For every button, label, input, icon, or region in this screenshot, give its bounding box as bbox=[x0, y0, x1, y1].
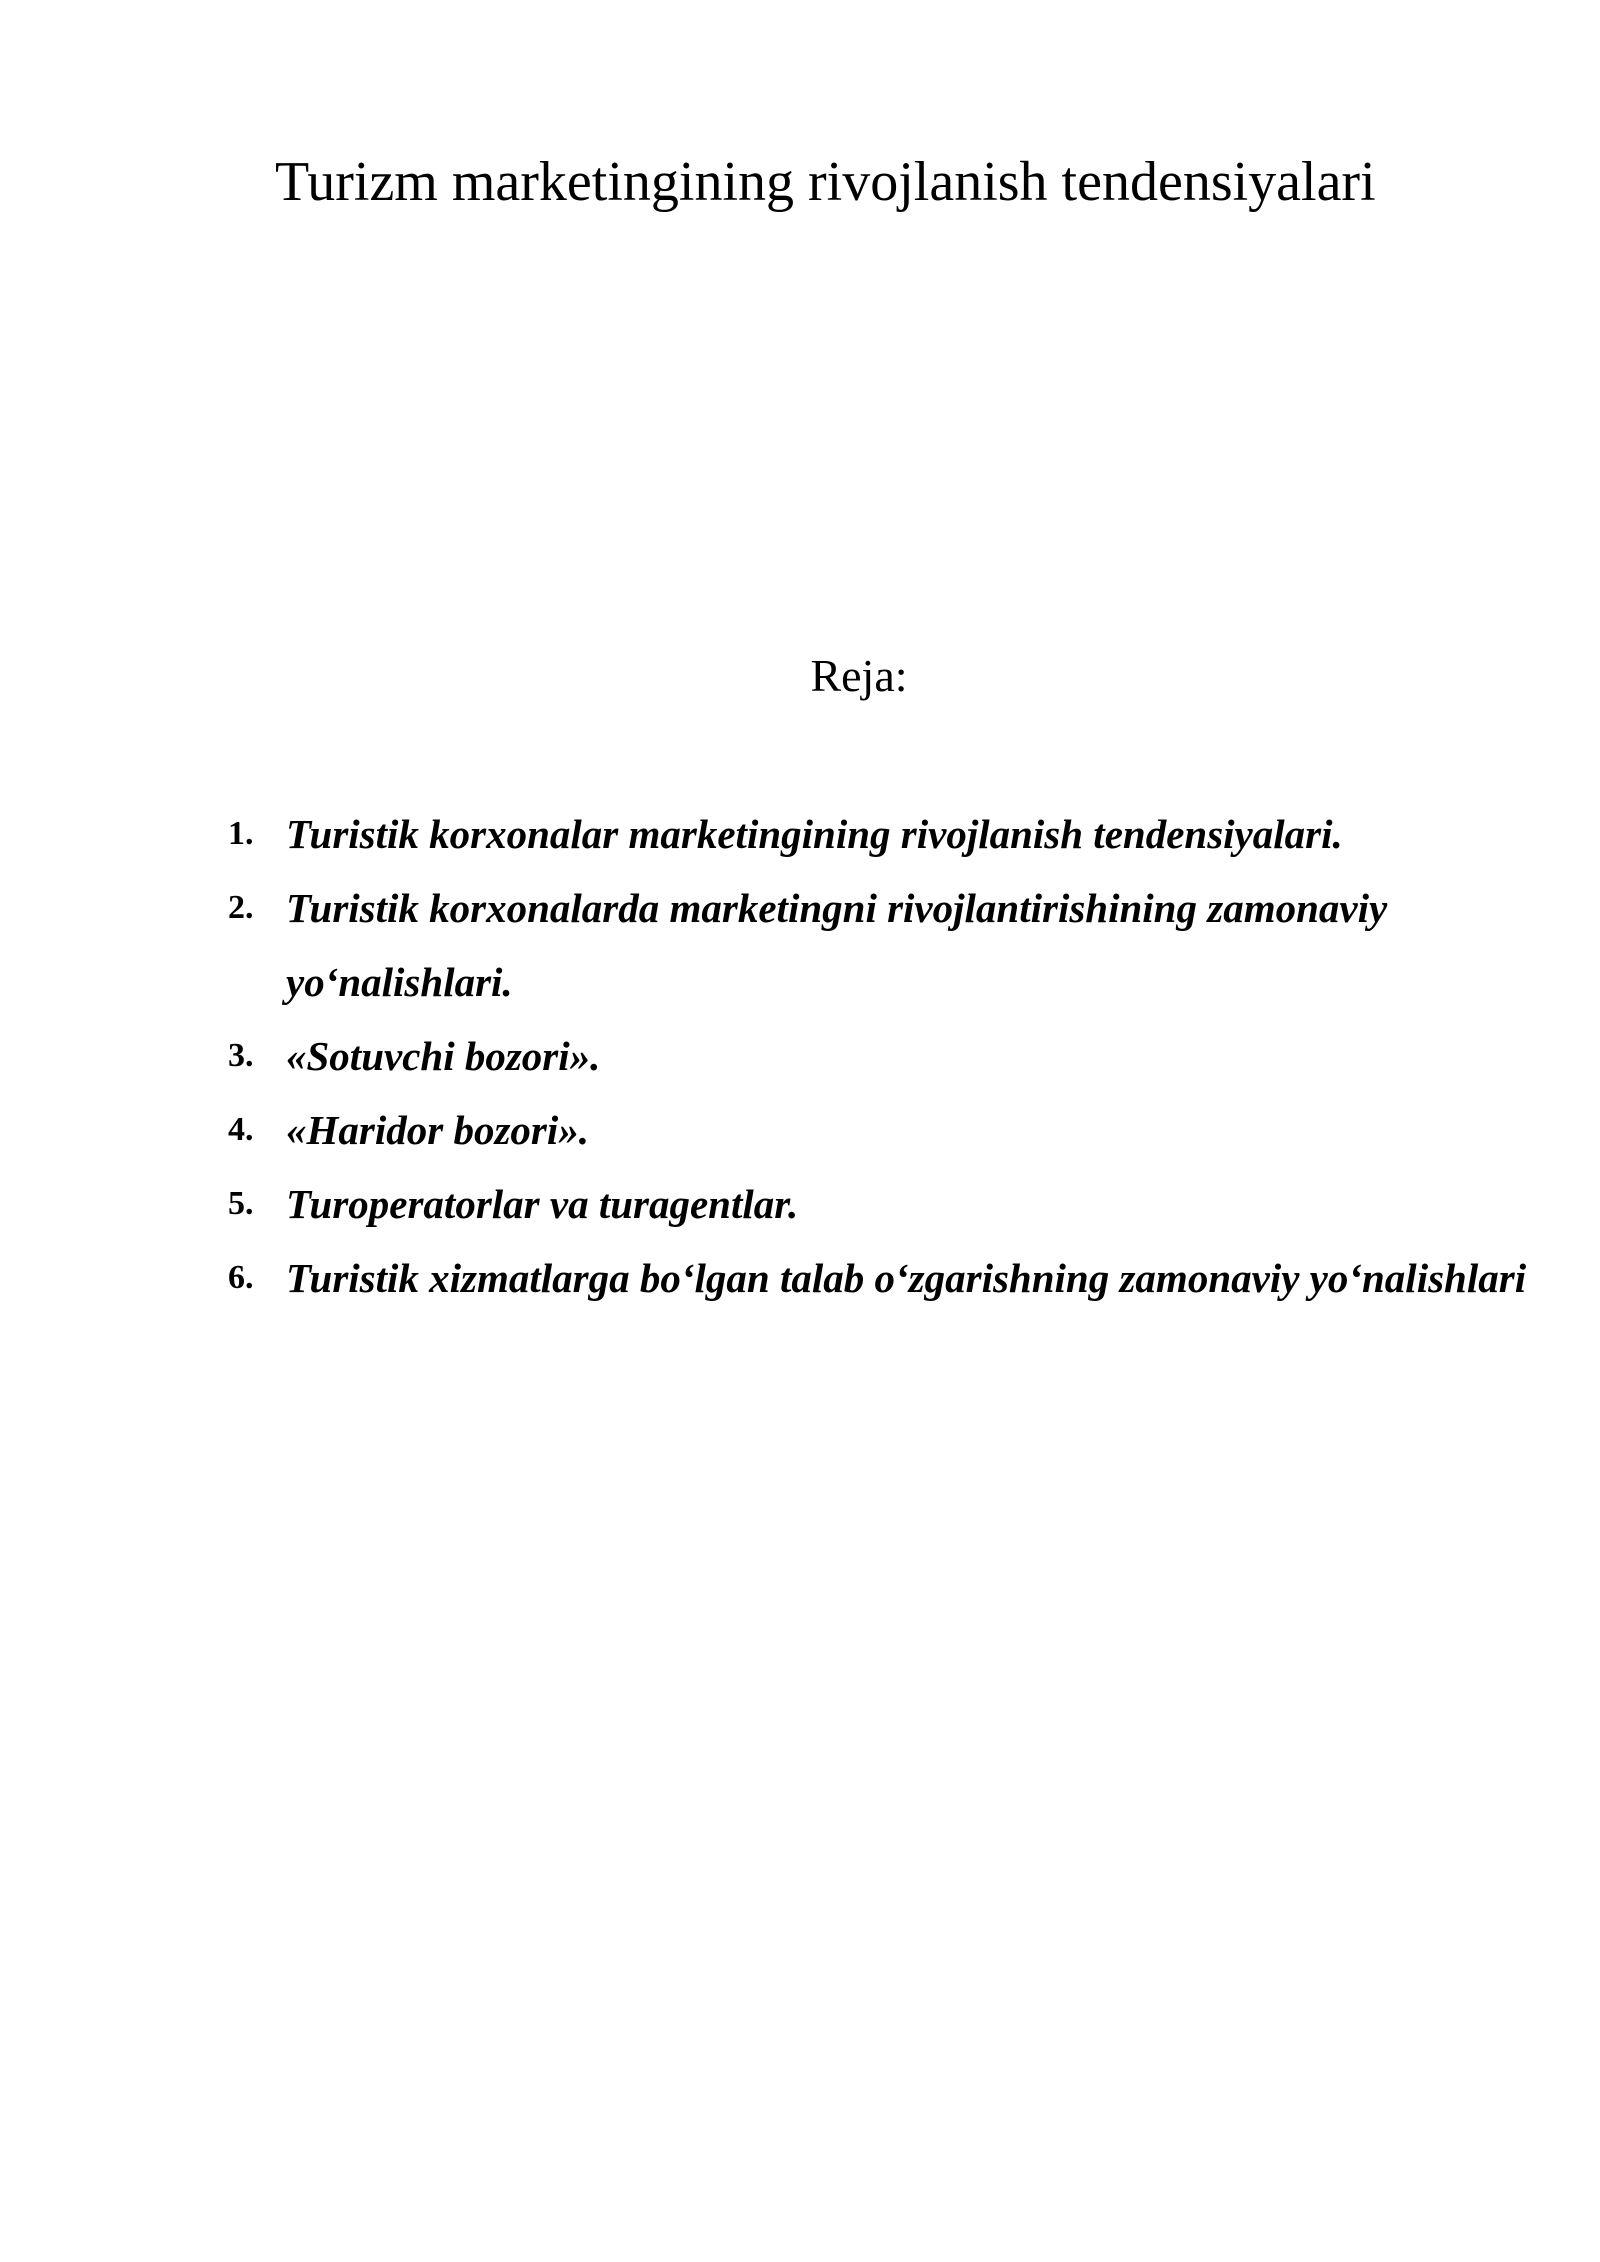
plan-item-number: 5. bbox=[228, 1185, 254, 1222]
plan-item-number: 3. bbox=[228, 1037, 254, 1074]
plan-item-text: «Haridor bozori». bbox=[286, 1107, 589, 1153]
plan-item-number: 1. bbox=[228, 815, 254, 852]
plan-heading: Reja: bbox=[810, 650, 908, 701]
plan-item-text: «Sotuvchi bozori». bbox=[286, 1033, 601, 1079]
plan-item-number: 6. bbox=[228, 1259, 254, 1296]
plan-item-2 bbox=[228, 871, 1528, 1019]
plan-item-text: Turistik korxonalarda marketingni rivojlantirishining zamonaviy yo‘nalishlari. bbox=[286, 885, 1388, 1005]
plan-item-1 bbox=[228, 797, 1528, 871]
plan-list bbox=[228, 797, 1528, 1315]
page-title: Turizm marketingining rivojlanish tendensiyalari bbox=[275, 151, 1376, 213]
plan-item-number: 2. bbox=[228, 889, 254, 926]
plan-item-number: 4. bbox=[228, 1111, 254, 1148]
plan-item-6 bbox=[228, 1241, 1528, 1315]
plan-item-text: Turoperatorlar va turagentlar. bbox=[286, 1181, 799, 1227]
plan-item-3 bbox=[228, 1019, 1528, 1093]
plan-item-text: Turistik xizmatlarga bo‘lgan talab o‘zgarishning zamonaviy yo‘nalishlari bbox=[286, 1255, 1527, 1301]
plan-item-4 bbox=[228, 1093, 1528, 1167]
plan-item-text: Turistik korxonalar marketingining rivojlanish tendensiyalari. bbox=[286, 811, 1343, 857]
plan-item-5 bbox=[228, 1167, 1528, 1241]
